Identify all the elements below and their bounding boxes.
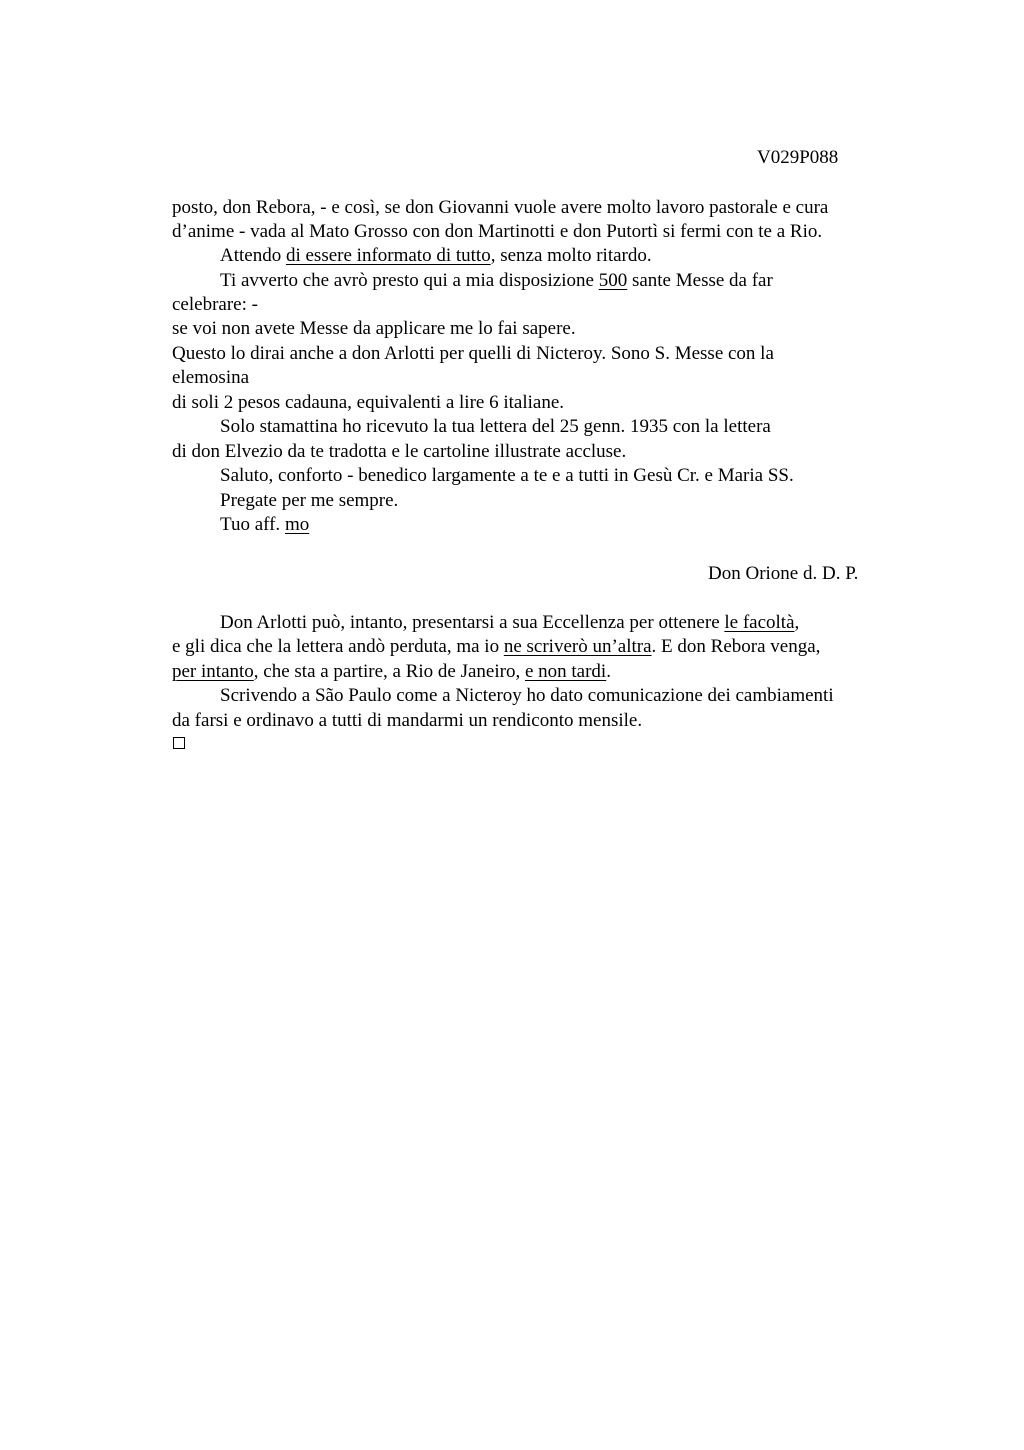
underlined-text: e non tardi [524,661,607,682]
underlined-text: per intanto [172,661,254,682]
text-run: . E don Rebora venga, [651,636,821,657]
text-run: Don Arlotti può, intanto, presentarsi a sua Eccellenza per ottenere [220,612,725,633]
underlined-text: mo [284,514,310,535]
page-id: V029P088 [757,147,839,168]
letter-line: di don Elvezio da te tradotta e le cartoline illustrate accluse. [172,441,627,462]
text-run: Tuo aff. [220,514,285,535]
letter-line: Questo lo dirai anche a don Arlotti per quelli di Nicteroy. Sono S. Messe con la [172,343,774,364]
text-run: , senza molto ritardo. [490,245,652,266]
text-run: . [606,661,611,682]
underlined-text: di essere informato di tutto [285,245,491,266]
postscript-line [172,660,611,684]
letter-line: elemosina [172,367,250,388]
letter-line [220,244,652,268]
letter-line: se voi non avete Messe da applicare me lo fai sapere. [172,318,576,339]
text-run: e gli dica che la lettera andò perduta, ma io [172,636,504,657]
postscript-line: da farsi e ordinavo a tutti di mandarmi un rendiconto mensile. [172,710,643,731]
letter-line: di soli 2 pesos cadauna, equivalenti a lire 6 italiane. [172,392,565,413]
text-run: , che sta a partire, a Rio de Janeiro, [253,661,525,682]
letter-line [220,513,309,537]
postscript-line: Scrivendo a São Paulo come a Nicteroy ho dato comunicazione dei cambiamenti [220,685,834,706]
postscript-line [220,611,799,635]
letter-line: posto, don Rebora, - e così, se don Giovanni vuole avere molto lavoro pastorale e cura [172,197,829,218]
underlined-text: le facoltà [724,612,795,633]
letter-line: Pregate per me sempre. [220,490,399,511]
text-run: Attendo [220,245,286,266]
letter-line: d’anime - vada al Mato Grosso con don Martinotti e don Putortì si fermi con te a Rio. [172,221,823,242]
letter-line: Saluto, conforto - benedico largamente a te e a tutti in Gesù Cr. e Maria SS. [220,465,794,486]
letter-line: celebrare: - [172,294,258,315]
text-run: sante Messe da far [627,270,773,291]
underlined-text: ne scriverò un’altra [503,636,652,657]
text-run: , [794,612,800,633]
signature: Don Orione d. D. P. [708,563,859,584]
letter-line [220,269,773,293]
postscript-line [172,635,820,659]
underlined-text: 500 [598,270,628,291]
letter-line: Solo stamattina ho ricevuto la tua lettera del 25 genn. 1935 con la lettera [220,416,771,437]
end-marker-box [173,737,185,749]
text-run: Ti avverto che avrò presto qui a mia disposizione [220,270,599,291]
